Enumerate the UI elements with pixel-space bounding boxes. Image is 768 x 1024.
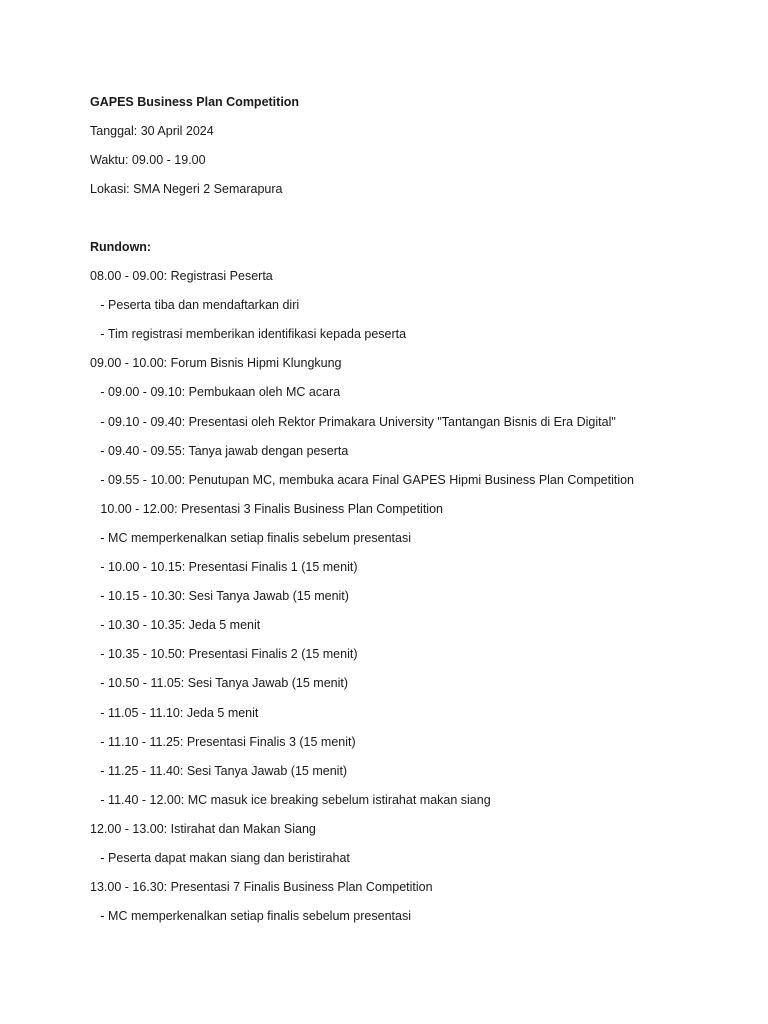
- event-date: Tanggal: 30 April 2024: [90, 124, 214, 138]
- rundown-item: - Tim registrasi memberikan identifikasi kepada peserta: [90, 327, 407, 342]
- event-time: Waktu: 09.00 - 19.00: [90, 153, 206, 167]
- rundown-item: - MC memperkenalkan setiap finalis sebelum presentasi: [90, 909, 411, 924]
- event-location: Lokasi: SMA Negeri 2 Semarapura: [90, 182, 283, 196]
- rundown-item: - 11.05 - 11.10: Jeda 5 menit: [90, 705, 259, 720]
- rundown-item: - 10.35 - 10.50: Presentasi Finalis 2 (15 menit): [90, 647, 358, 662]
- rundown-item: - 09.10 - 09.40: Presentasi oleh Rektor Primakara University "Tantangan Bisnis di Era Digital": [90, 414, 616, 429]
- document-title: GAPES Business Plan Competition: [90, 95, 300, 109]
- rundown-item: - 11.40 - 12.00: MC masuk ice breaking sebelum istirahat makan siang: [90, 792, 491, 807]
- rundown-item: - 10.50 - 11.05: Sesi Tanya Jawab (15 menit): [90, 676, 349, 691]
- rundown-item: 09.00 - 10.00: Forum Bisnis Hipmi Klungkung: [90, 356, 342, 371]
- rundown-item: - 10.15 - 10.30: Sesi Tanya Jawab (15 menit): [90, 589, 349, 604]
- rundown-item: - 11.10 - 11.25: Presentasi Finalis 3 (15 menit): [90, 734, 356, 749]
- rundown-item: - 11.25 - 11.40: Sesi Tanya Jawab (15 menit): [90, 763, 348, 778]
- rundown-item: - 09.00 - 09.10: Pembukaan oleh MC acara: [90, 385, 341, 400]
- rundown-item: 08.00 - 09.00: Registrasi Peserta: [90, 269, 273, 283]
- rundown-item: 10.00 - 12.00: Presentasi 3 Finalis Business Plan Competition: [90, 501, 443, 516]
- rundown-item: 12.00 - 13.00: Istirahat dan Makan Siang: [90, 821, 316, 836]
- rundown-item: - 10.30 - 10.35: Jeda 5 menit: [90, 618, 261, 633]
- rundown-item: - 09.55 - 10.00: Penutupan MC, membuka acara Final GAPES Hipmi Business Plan Competition: [90, 472, 635, 487]
- rundown-heading: Rundown:: [90, 240, 152, 254]
- rundown-item: - 10.00 - 10.15: Presentasi Finalis 1 (15 menit): [90, 560, 358, 574]
- rundown-item: - MC memperkenalkan setiap finalis sebelum presentasi: [90, 530, 411, 545]
- rundown-item: - Peserta dapat makan siang dan beristirahat: [90, 851, 350, 865]
- rundown-item: - Peserta tiba dan mendaftarkan diri: [90, 298, 300, 313]
- rundown-item: 13.00 - 16.30: Presentasi 7 Finalis Business Plan Competition: [90, 880, 433, 895]
- rundown-item: - 09.40 - 09.55: Tanya jawab dengan peserta: [90, 443, 349, 458]
